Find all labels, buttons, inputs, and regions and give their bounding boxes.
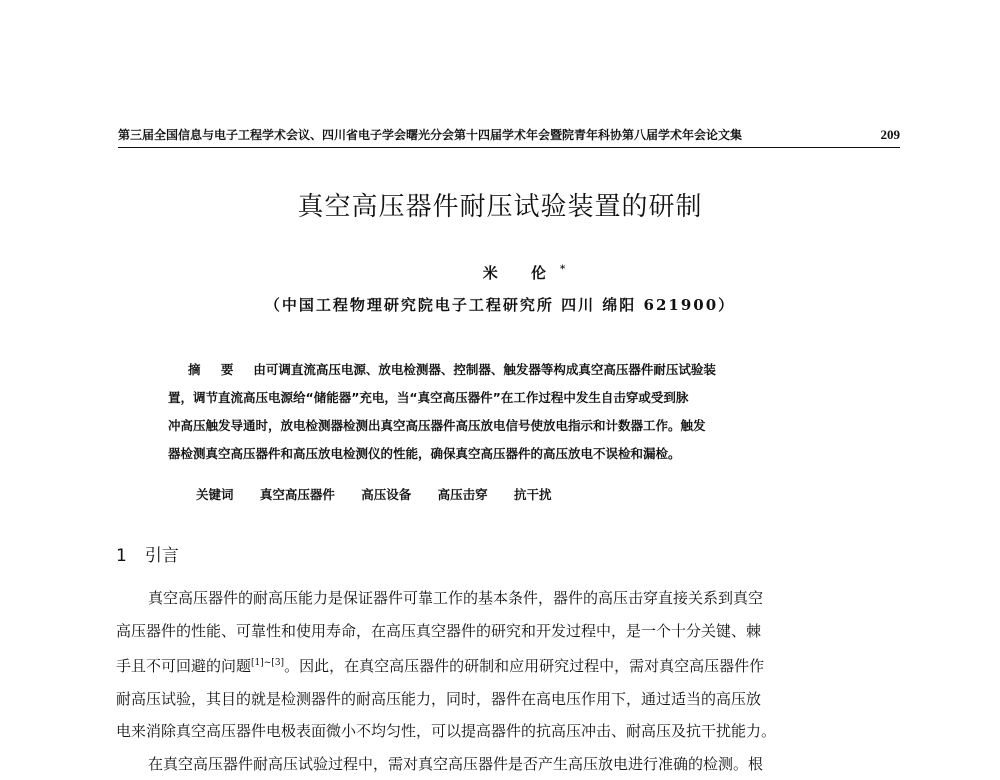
body-line: 耐高压试验，其目的就是检测器件的耐高压能力，同时，器件在高电压作用下，通过适当的高压放 bbox=[116, 683, 906, 716]
affiliation: （中国工程物理研究院电子工程研究所 四川 绵阳 621900） bbox=[0, 294, 1000, 315]
running-header bbox=[118, 126, 900, 148]
abstract-text: 由可调直流高压电源、放电检测器、控制器、触发器等构成真空高压器件耐压试验装 bbox=[253, 362, 716, 377]
section-title: 引言 bbox=[145, 546, 179, 566]
keyword-item: 高压击穿 bbox=[438, 487, 488, 502]
abstract-line: 置，调节直流高压电源给“储能器”充电，当“真空高压器件”在工作过程中发生自击穿或受到脉 bbox=[168, 384, 848, 412]
abstract-line: 冲高压触发导通时，放电检测器检测出真空高压器件高压放电信号使放电指示和计数器工作。触发 bbox=[168, 412, 848, 440]
section-number: 1 bbox=[116, 546, 127, 566]
body-text-segment: 手且不可回避的问题 bbox=[116, 657, 251, 675]
body-line: 高压器件的性能、可靠性和使用寿命，在高压真空器件的研究和开发过程中，是一个十分关键、棘 bbox=[116, 615, 906, 648]
body-line: 在真空高压器件耐高压试验过程中，需对真空高压器件是否产生高压放电进行准确的检测。根 bbox=[116, 748, 906, 780]
author-name: 米 伦 bbox=[483, 264, 560, 282]
paper-title: 真空高压器件耐压试验装置的研制 bbox=[0, 186, 1000, 223]
body-line bbox=[116, 647, 906, 683]
page-number: 209 bbox=[881, 127, 901, 143]
body-line: 真空高压器件的耐高压能力是保证器件可靠工作的基本条件，器件的高压击穿直接关系到真空 bbox=[116, 582, 906, 615]
author-line bbox=[0, 262, 1000, 283]
keywords bbox=[196, 485, 574, 503]
abstract-line bbox=[168, 356, 848, 384]
body-text bbox=[116, 582, 906, 780]
body-text-segment: 。因此，在真空高压器件的研制和应用研究过程中，需对真空高压器件作 bbox=[284, 657, 764, 675]
keywords-label: 关键词 bbox=[196, 487, 234, 502]
abstract-label: 摘 要 bbox=[188, 362, 241, 377]
body-line: 电来消除真空高压器件电极表面微小不均匀性，可以提高器件的抗高压冲击、耐高压及抗干扰能力。 bbox=[116, 715, 906, 748]
running-title: 第三届全国信息与电子工程学术会议、四川省电子学会曙光分会第十四届学术年会暨院青年科协第八届学术年会论文集 bbox=[118, 126, 742, 143]
abstract-line: 器检测真空高压器件和高压放电检测仪的性能，确保真空高压器件的高压放电不误检和漏检。 bbox=[168, 440, 848, 468]
keyword-item: 抗干扰 bbox=[514, 487, 552, 502]
author-footnote-mark: * bbox=[560, 264, 565, 275]
keyword-item: 高压设备 bbox=[361, 487, 411, 502]
citation[interactable]: [1]~[3] bbox=[251, 658, 284, 668]
abstract bbox=[168, 356, 848, 468]
keyword-item: 真空高压器件 bbox=[260, 487, 335, 502]
section-heading bbox=[116, 541, 179, 566]
